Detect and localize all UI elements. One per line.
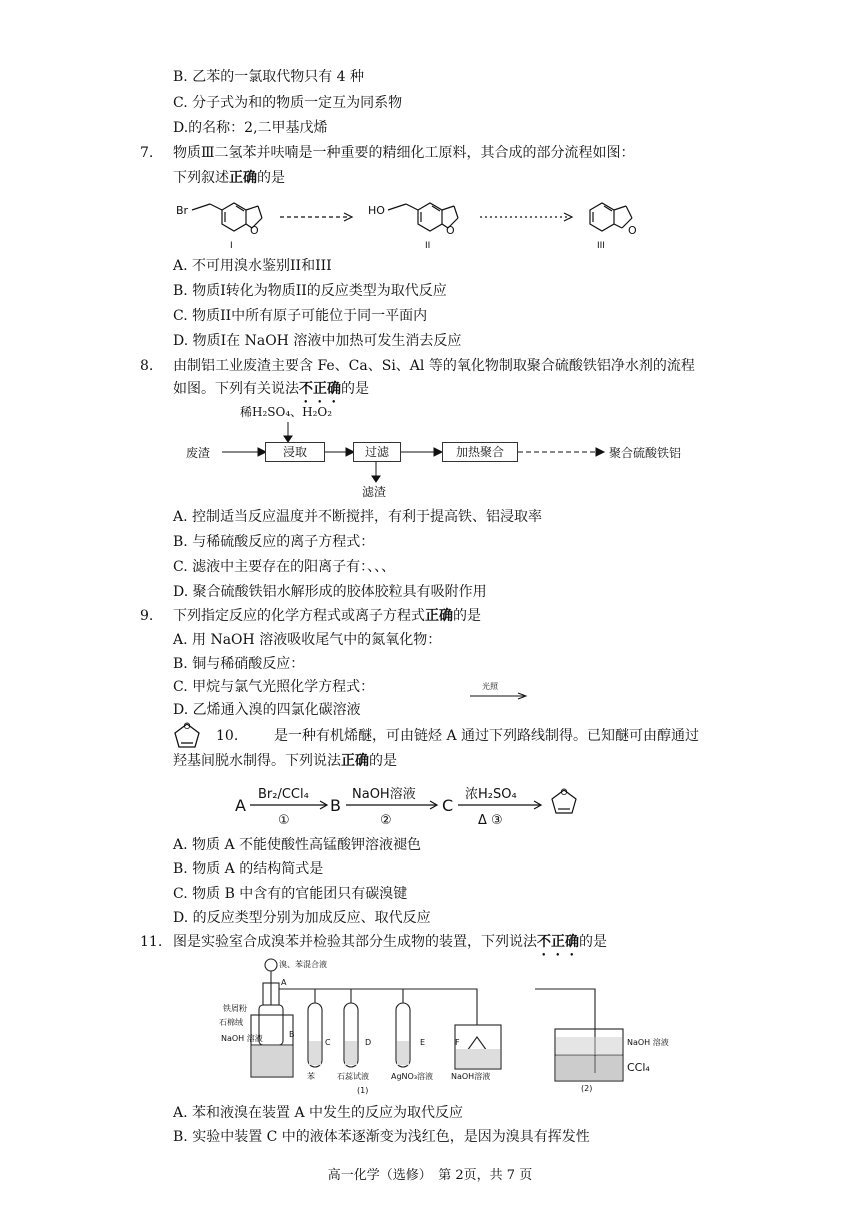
q7-label-o2: O bbox=[446, 224, 455, 237]
q7-label-i: I bbox=[230, 241, 233, 251]
q11-label-f: F bbox=[455, 1038, 460, 1047]
q9-arrow-label: 光照 bbox=[482, 682, 498, 691]
q8-flow-reagent: 稀H₂SO₄、H₂O₂ bbox=[240, 405, 333, 419]
q7-reaction-scheme bbox=[170, 190, 680, 252]
q8-option-c: C. 滤液中主要存在的阳离子有：、、、 bbox=[173, 559, 396, 575]
q8-option-a: A. 控制适当反应温度并不断搅拌，有利于提高铁、铝浸取率 bbox=[173, 509, 543, 525]
q6-option-c: C. 分子式为和的物质一定互为同系物 bbox=[173, 95, 403, 111]
q10-option-a: A. 物质 A 不能使酸性高锰酸钾溶液褪色 bbox=[173, 837, 422, 853]
q7-option-c: C. 物质II中所有原子可能位于同一平面内 bbox=[173, 308, 428, 324]
q7-stem-question: 下列叙述正确的是 bbox=[173, 170, 285, 186]
q10-synthesis-route bbox=[230, 780, 590, 830]
q6-option-b: B. 乙苯的一氯取代物只有 4 种 bbox=[173, 69, 364, 85]
q7-label-o1: O bbox=[250, 224, 259, 237]
q10-stem-question: 羟基间脱水制得。下列说法正确的是 bbox=[173, 753, 397, 769]
q8-flow-product: 聚合硫酸铁铝 bbox=[609, 446, 682, 460]
q9-key-word: 正确 bbox=[425, 608, 453, 624]
q7-key-word: 正确 bbox=[229, 170, 257, 186]
q11-option-a: A. 苯和液溴在装置 A 中发生的反应为取代反应 bbox=[173, 1105, 464, 1121]
q8-flow-step-leach: 浸取 bbox=[265, 442, 325, 462]
q9-number: 9. bbox=[140, 608, 154, 624]
q10-route-a: A bbox=[235, 796, 246, 815]
q10-route-b: B bbox=[330, 796, 341, 815]
q7-label-ho: HO bbox=[368, 204, 385, 217]
q10-key-word: 正确 bbox=[341, 753, 369, 769]
q9-option-d: D. 乙烯通入溴的四氯化碳溶液 bbox=[173, 702, 361, 718]
q10-product-o: O bbox=[560, 788, 568, 798]
q8-option-b: B. 与稀硫酸反应的离子方程式： bbox=[173, 534, 375, 550]
q11-label-agno3: AgNO₃溶液 bbox=[391, 1072, 434, 1081]
q7-label-o3: O bbox=[628, 224, 637, 237]
q8-flow-step-polymerize: 加热聚合 bbox=[442, 442, 518, 462]
q7-option-b: B. 物质I转化为物质II的反应类型为取代反应 bbox=[173, 283, 447, 299]
q8-stem-question: 如图。下列有关说法不正确的是 bbox=[173, 381, 369, 397]
q11-label-e: E bbox=[420, 1038, 426, 1047]
q10-reagent-1: Br₂/CCl₄ bbox=[258, 787, 309, 802]
q11-label-fig2: (2) bbox=[581, 1084, 593, 1093]
q10-step-3: Δ ③ bbox=[478, 813, 503, 828]
q11-option-b: B. 实验中装置 C 中的液体苯逐渐变为浅红色，是因为溴具有挥发性 bbox=[173, 1129, 590, 1145]
q11-label-d: D bbox=[365, 1038, 372, 1047]
q11-label-benzene: 苯 bbox=[307, 1072, 315, 1081]
q7-option-a: A. 不可用溴水鉴别II和III bbox=[173, 258, 332, 274]
q11-label-naoh: NaOH 溶液 bbox=[221, 1034, 263, 1043]
q11-label-c: C bbox=[325, 1038, 331, 1047]
q7-label-iii: III bbox=[597, 241, 605, 251]
q11-label-b: B bbox=[289, 1030, 295, 1039]
q10-reagent-3: 浓H₂SO₄ bbox=[465, 787, 517, 802]
q11-label-iron: 铁屑粉 bbox=[223, 1004, 247, 1013]
q8-number: 8. bbox=[140, 358, 154, 374]
q11-label-litmus: 石蕊试液 bbox=[337, 1072, 369, 1081]
q11-apparatus-figure bbox=[215, 955, 735, 1100]
q10-step-1: ① bbox=[278, 813, 290, 828]
q9-option-a: A. 用 NaOH 溶液吸收尾气中的氮氧化物： bbox=[173, 632, 442, 648]
q10-step-2: ② bbox=[380, 813, 392, 828]
q10-furan-o: O bbox=[183, 722, 191, 732]
q11-number: 11. bbox=[140, 934, 163, 950]
q8-flow-start: 废渣 bbox=[186, 446, 211, 460]
q10-route-c: C bbox=[442, 796, 454, 815]
q10-reagent-2: NaOH溶液 bbox=[352, 787, 416, 802]
q11-label-naoh3: NaOH 溶液 bbox=[627, 1038, 669, 1047]
q10-furan-ring bbox=[170, 718, 204, 752]
q11-label-a: A bbox=[281, 978, 287, 987]
q9-option-b: B. 铜与稀硝酸反应： bbox=[173, 656, 305, 672]
page-footer: 高一化学（选修） 第 2页，共 7 页 bbox=[327, 1168, 533, 1183]
q7-stem: 物质Ⅲ二氢苯并呋喃是一种重要的精细化工原料，其合成的部分流程如图： bbox=[173, 145, 635, 161]
q11-label-ccl4: CCl₄ bbox=[627, 1061, 650, 1074]
q8-stem: 由制铝工业废渣主要含 Fe、Ca、Si、Al 等的氧化物制取聚合硫酸铁铝净水剂的流程 bbox=[173, 358, 695, 374]
q11-key-word: 不正确 bbox=[537, 934, 579, 950]
q7-number: 7. bbox=[140, 145, 154, 161]
q7-option-d: D. 物质I在 NaOH 溶液中加热可发生消去反应 bbox=[173, 333, 462, 349]
q10-option-c: C. 物质 B 中含有的官能团只有碳溴键 bbox=[173, 886, 408, 902]
q7-label-ii: II bbox=[425, 241, 431, 251]
q8-flow-step-filter: 过滤 bbox=[353, 442, 401, 462]
q11-label-fig1: (1) bbox=[357, 1086, 369, 1095]
q7-label-br: Br bbox=[176, 204, 189, 217]
q9-light-arrow bbox=[470, 692, 530, 700]
q8-option-d: D. 聚合硫酸铁铝水解形成的胶体胶粒具有吸附作用 bbox=[173, 584, 487, 600]
q11-label-funnel: 溴、苯混合液 bbox=[279, 960, 327, 969]
q10-stem: 是一种有机烯醚，可由链烃 A 通过下列路线制得。已知醚可由醇通过 bbox=[274, 728, 700, 744]
q8-flow-residue: 滤渣 bbox=[362, 485, 387, 499]
q10-number: 10. bbox=[216, 728, 239, 744]
q11-label-asbestos: 石棉绒 bbox=[219, 1018, 243, 1027]
q8-key-word: 不正确 bbox=[299, 381, 341, 397]
q10-option-d: D. 的反应类型分别为加成反应、取代反应 bbox=[173, 910, 431, 926]
q9-stem: 下列指定反应的化学方程式或离子方程式正确的是 bbox=[173, 608, 481, 624]
q9-option-c: C. 甲烷与氯气光照化学方程式： bbox=[173, 679, 375, 695]
q6-option-d: D.的名称：2,二甲基戊烯 bbox=[173, 120, 328, 136]
q11-label-naoh2: NaOH溶液 bbox=[451, 1072, 491, 1081]
q10-option-b: B. 物质 A 的结构简式是 bbox=[173, 861, 324, 877]
q11-stem: 图是实验室合成溴苯并检验其部分生成物的装置，下列说法不正确的是 bbox=[173, 934, 607, 950]
